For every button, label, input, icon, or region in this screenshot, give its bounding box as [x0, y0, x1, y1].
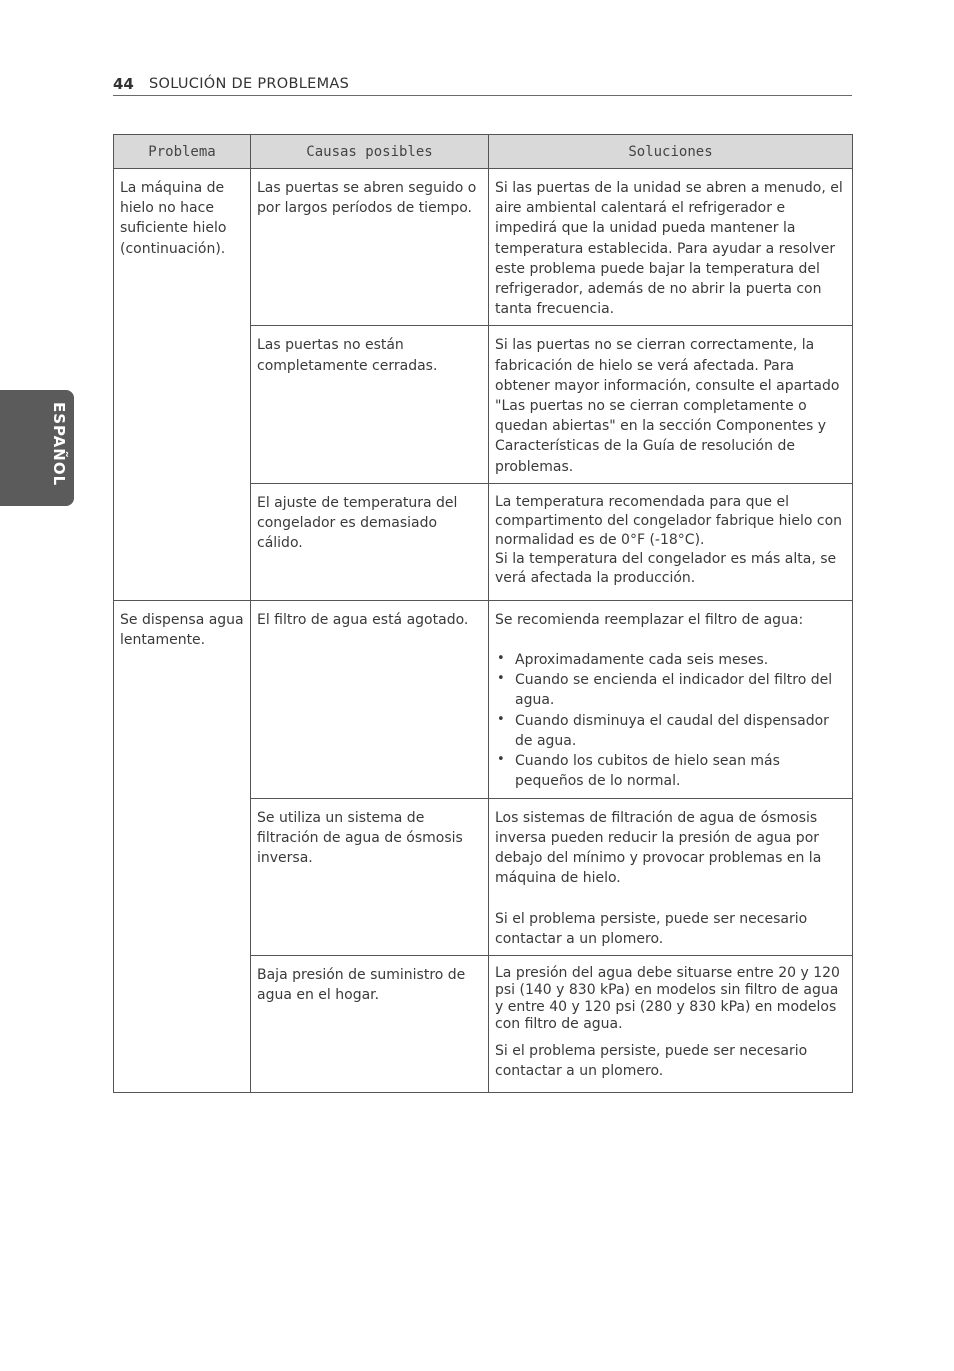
solution-cell: [489, 600, 853, 798]
table-row: [114, 600, 853, 798]
cause-cell: Las puertas no están completamente cerradas.: [251, 326, 489, 483]
section-title: SOLUCIÓN DE PROBLEMAS: [149, 76, 350, 92]
solution-text: La temperatura recomendada para que el compartimento del congelador fabrique hielo con normalidad es de 0°F (-18°C).: [495, 493, 843, 548]
cause-cell: Las puertas se abren seguido o por largos períodos de tiempo.: [251, 169, 489, 326]
list-item: • Cuando se encienda el indicador del filtro del agua.: [495, 670, 847, 710]
solution-cell: [489, 483, 853, 600]
cause-cell: Se utiliza un sistema de filtración de agua de ósmosis inversa.: [251, 798, 489, 955]
language-tab: [0, 390, 74, 506]
solution-text: Si las puertas no se cierran correctamente, la fabricación de hielo se verá afectada. Para obtener mayor información, consulte el apartado "Las puertas no se cierran completamente o quedan abiertas" en la sección Componentes y Características de la Guía de resolución de problemas.: [495, 337, 840, 475]
language-tab-label: ESPAÑOL: [50, 402, 68, 487]
solution-text: Si el problema persiste, puede ser necesario contactar a un plomero.: [495, 1043, 808, 1080]
problem-cell: La máquina de hielo no hace suficiente hielo (continuación).: [114, 169, 251, 601]
header-causes: Causas posibles: [251, 135, 489, 169]
solution-text: Si la temperatura del congelador es más alta, se verá afectada la producción.: [495, 550, 837, 586]
page-header: [113, 73, 852, 96]
solution-cell: [489, 326, 853, 483]
cause-cell: El filtro de agua está agotado.: [251, 600, 489, 798]
solution-cell: [489, 169, 853, 326]
table-header-row: [114, 135, 853, 169]
list-item: • Cuando los cubitos de hielo sean más pequeños de lo normal.: [495, 751, 847, 791]
header-solutions: Soluciones: [489, 135, 853, 169]
cause-cell: El ajuste de temperatura del congelador es demasiado cálido.: [251, 483, 489, 600]
troubleshooting-table: [113, 134, 853, 1093]
list-item: • Aproximadamente cada seis meses.: [495, 650, 847, 670]
table-row: [114, 169, 853, 326]
problem-cell: Se dispensa agua lentamente.: [114, 600, 251, 1092]
solution-text: Si el problema persiste, puede ser necesario contactar a un plomero.: [495, 910, 808, 947]
header-problem: Problema: [114, 135, 251, 169]
solution-cell: [489, 798, 853, 955]
cause-cell: Baja presión de suministro de agua en el hogar.: [251, 956, 489, 1093]
list-item: • Cuando disminuya el caudal del dispensador de agua.: [495, 711, 847, 751]
bullet-list: [495, 650, 847, 791]
solution-text: La presión del agua debe situarse entre 20 y 120 psi (140 y 830 kPa) en modelos sin filtro de agua y entre 40 y 120 psi (280 y 830 kPa) en modelos con filtro de agua.: [495, 965, 840, 1033]
page-number: 44: [113, 75, 134, 93]
solution-text: Los sistemas de filtración de agua de ósmosis inversa pueden reducir la presión de agua por debajo del mínimo y provocar problemas en la máquina de hielo.: [495, 809, 822, 887]
solution-text: Se recomienda reemplazar el filtro de agua:: [495, 611, 804, 628]
solution-cell: [489, 956, 853, 1093]
solution-text: Si las puertas de la unidad se abren a menudo, el aire ambiental calentará el refrigerador e impedirá que la unidad pueda mantener la temperatura establecida. Para ayudar a resolver este problema puede bajar la temperatura del refrigerador, además de no abrir la puerta con tanta frecuencia.: [495, 180, 843, 318]
